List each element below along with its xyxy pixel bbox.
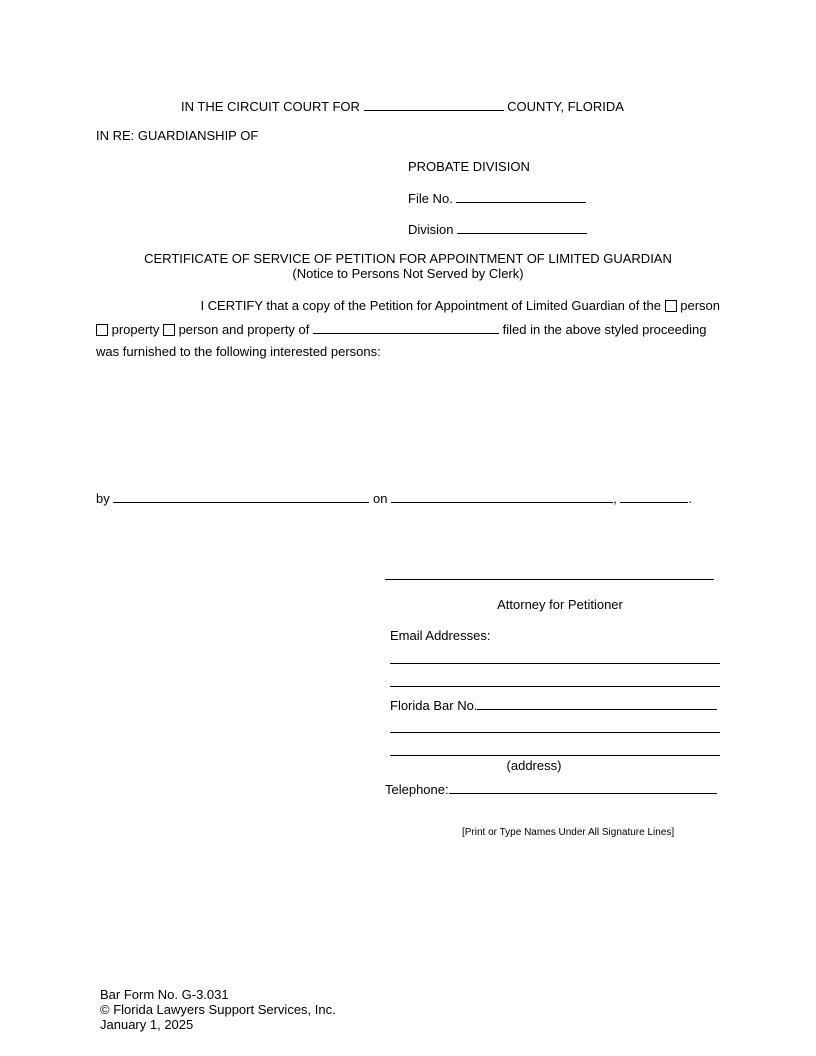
address-label: (address)	[506, 758, 562, 773]
comma: ,	[613, 491, 617, 506]
division-line	[408, 222, 587, 236]
ward-name-blank[interactable]	[313, 322, 499, 334]
on-label: on	[372, 491, 388, 506]
service-line	[96, 491, 692, 505]
telephone-blank[interactable]	[449, 782, 717, 794]
telephone-line	[385, 782, 717, 796]
division-label: Division	[408, 222, 454, 237]
signature-line[interactable]	[385, 579, 714, 580]
bar-no-label: Florida Bar No.	[390, 698, 478, 713]
checkbox-person[interactable]	[665, 300, 677, 312]
document-subtitle: (Notice to Persons Not Served by Clerk)	[292, 266, 524, 281]
form-date: January 1, 2025	[100, 1017, 194, 1032]
court-suffix: COUNTY, FLORIDA	[507, 99, 624, 114]
signature-note: [Print or Type Names Under All Signature Lines]	[462, 827, 675, 838]
file-no-blank[interactable]	[456, 191, 586, 203]
email-label: Email Addresses:	[390, 628, 491, 643]
option-person-property-label: person and property of	[178, 322, 310, 337]
file-no-label: File No.	[408, 191, 453, 206]
checkbox-person-and-property[interactable]	[163, 324, 175, 336]
address-line-1[interactable]	[390, 732, 720, 733]
certify-line	[200, 299, 720, 312]
options-line	[96, 322, 721, 336]
service-date-blank[interactable]	[391, 491, 613, 503]
by-label: by	[96, 491, 110, 506]
email-line-1[interactable]	[390, 663, 720, 664]
file-no-line	[408, 191, 586, 205]
bar-no-blank[interactable]	[477, 698, 717, 710]
copyright: © Florida Lawyers Support Services, Inc.	[100, 1002, 336, 1017]
furnished-line: was furnished to the following interested persons:	[96, 344, 381, 359]
attorney-label: Attorney for Petitioner	[497, 597, 623, 612]
probate-division: PROBATE DIVISION	[408, 159, 530, 174]
service-method-blank[interactable]	[113, 491, 369, 503]
bar-no-line	[390, 698, 717, 712]
checkbox-property[interactable]	[96, 324, 108, 336]
county-blank[interactable]	[364, 99, 504, 111]
in-re-label: IN RE: GUARDIANSHIP OF	[96, 128, 259, 143]
option-person-label: person	[680, 298, 720, 313]
service-year-blank[interactable]	[620, 491, 688, 503]
option-property-label: property	[111, 322, 160, 337]
court-prefix: IN THE CIRCUIT COURT FOR	[181, 99, 360, 114]
telephone-label: Telephone:	[385, 782, 449, 797]
form-number: Bar Form No. G-3.031	[100, 987, 229, 1002]
period: .	[688, 491, 692, 506]
filed-text: filed in the above styled proceeding	[502, 322, 707, 337]
court-heading	[181, 99, 624, 113]
email-line-2[interactable]	[390, 686, 720, 687]
document-title: CERTIFICATE OF SERVICE OF PETITION FOR APPOINTMENT OF LIMITED GUARDIAN	[144, 251, 672, 266]
division-blank[interactable]	[457, 222, 587, 234]
address-line-2[interactable]	[390, 755, 720, 756]
certify-text: I CERTIFY that a copy of the Petition for Appointment of Limited Guardian of the	[200, 298, 661, 313]
